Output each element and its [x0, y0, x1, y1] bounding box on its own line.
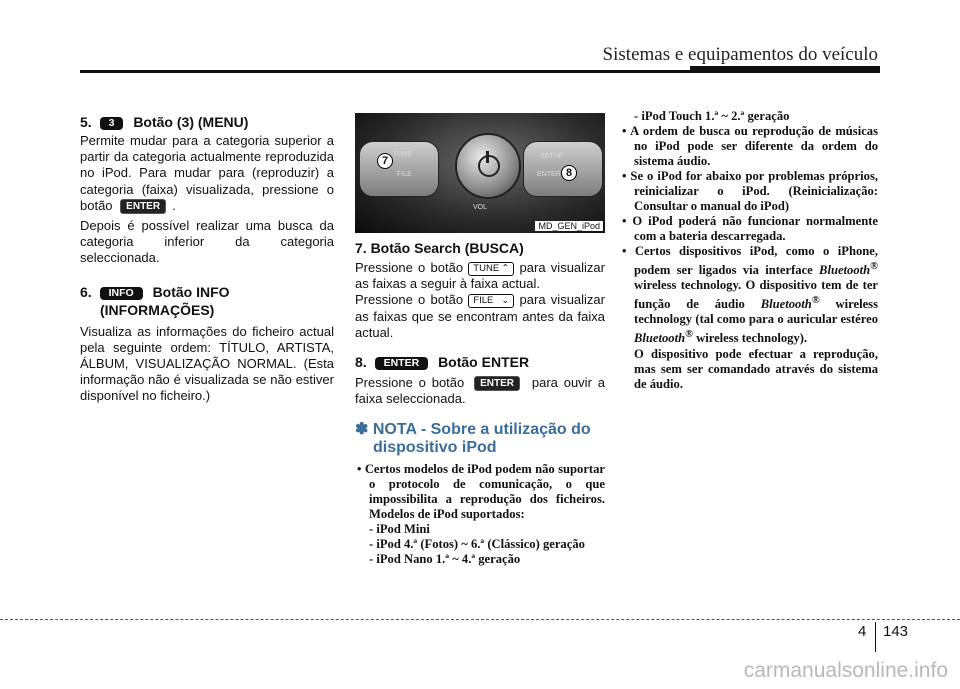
page-header-title: Sistemas e equipamentos do veículo — [602, 44, 878, 65]
section-5-period: . — [172, 197, 176, 213]
audio-panel-photo — [355, 113, 605, 233]
page-number: 143 — [883, 623, 909, 640]
section-7-heading: 7. Botão Search (BUSCA) — [355, 240, 524, 256]
section-7-text-c: Pressione o botão — [355, 292, 464, 308]
section-7-paragraph-2 — [355, 292, 605, 341]
watermark: carmanualsonline.info — [743, 659, 948, 682]
vol-label: VOL — [473, 204, 488, 211]
section-6-title: Botão INFO — [152, 283, 230, 300]
section-7-text-b: para visualizar as faixas a seguir à faixa actual. — [355, 260, 605, 292]
power-icon-line — [486, 151, 489, 163]
enter-button-badge: ENTER — [120, 199, 166, 214]
section-8-title: Botão ENTER — [438, 354, 530, 371]
section-6-heading — [80, 283, 334, 319]
section-7-paragraph-1 — [355, 260, 605, 292]
note-star-icon: ✽ — [355, 421, 369, 439]
bullet-5-text-d: wireless technology). — [696, 331, 808, 346]
note-bullet-5 — [620, 244, 878, 347]
bullet-5-text-a: • Certos dispositivos iPod, como o iPhone, podem ser ligados via interface — [622, 244, 878, 278]
note-bullet-1: • Certos modelos de iPod podem não suportar o protocolo de comunicação, o que impossibilita a reprodução dos ficheiros. Modelos de iPod suportados: — [357, 462, 605, 522]
section-7-text-a: Pressione o botão — [355, 260, 464, 275]
section-8-text-b: para ouvir a faixa seleccionada. — [355, 375, 605, 407]
note-bullet-4: • O iPod poderá não funcionar normalmente com a bateria descarregada. — [622, 214, 878, 243]
enter-label: ENTER — [537, 171, 561, 178]
note-model-1: - iPod Mini — [369, 522, 430, 537]
note-list — [355, 462, 605, 567]
chevron-down-icon: ⌄ — [501, 295, 510, 307]
enter-button-badge-heading: ENTER — [375, 357, 429, 370]
section-8-number: 8. — [355, 354, 367, 371]
registered-mark-3: ® — [685, 329, 693, 341]
file-button-icon — [468, 294, 514, 308]
enter-button-badge-inline: ENTER — [474, 376, 520, 391]
column-3 — [620, 109, 878, 392]
tune-button-icon — [468, 262, 514, 276]
registered-mark-2: ® — [811, 295, 820, 307]
power-icon — [478, 155, 500, 177]
note-heading — [355, 421, 605, 457]
section-5-heading — [80, 113, 334, 131]
bullet-5-text-c: wireless technology (tal como para o auricular estéreo — [634, 297, 878, 327]
section-6-paragraph: Visualiza as informações do ficheiro actual pela seguinte ordem: TÍTULO, ARTISTA, ÁLBUM, VISUALIZAÇÃO NORMAL. (Esta informação não é visualizada se não estiver disponível no ficheiro.) — [80, 323, 334, 404]
chapter-number: 4 — [858, 623, 867, 640]
setup-label: SETUP — [540, 153, 564, 160]
section-8-text-a: Pressione o botão — [355, 375, 465, 391]
note-title-line-1: NOTA - Sobre a utilização do — [372, 421, 591, 439]
note-model-2: - iPod 4.ª (Fotos) ~ 6.ª (Clássico) geração — [369, 537, 585, 552]
callout-8: 8 — [561, 165, 577, 181]
section-5-text: Permite mudar para a categoria superior a partir da categoria actualmente reproduzida no iPod. Para mudar para (reproduzir) a categoria (faixa) visualizada, pressione o botão — [80, 133, 334, 213]
registered-mark-1: ® — [870, 261, 878, 272]
section-5-paragraph-1 — [80, 133, 334, 214]
header-rule — [80, 70, 880, 73]
footer-rule — [0, 619, 960, 620]
note-title-line-2: dispositivo iPod — [373, 439, 497, 457]
file-button-label: FILE — [473, 295, 494, 307]
column-2 — [355, 113, 605, 567]
section-7-text-d: para visualizar as faixas que se encontram antes da faixa actual. — [355, 292, 605, 340]
power-volume-knob — [455, 133, 521, 199]
tune-button-label: TUNE — [473, 263, 500, 274]
left-control-pod — [359, 141, 439, 197]
section-8-heading — [355, 353, 605, 371]
bluetooth-text-1: Bluetooth — [819, 263, 871, 278]
figure-caption: MD_GEN_iPod — [535, 221, 603, 231]
note-model-3: - iPod Nano 1.ª ~ 4.ª geração — [369, 552, 521, 567]
section-6-number: 6. — [80, 283, 92, 300]
section-6-title-line-2: (INFORMAÇÕES) — [100, 301, 215, 318]
column-1 — [80, 113, 334, 405]
bullet-5-text-b: wireless technology. O dispositivo tem de ter função de áudio — [634, 278, 878, 312]
callout-7: 7 — [377, 153, 393, 169]
tune-label: TUNE — [393, 151, 413, 158]
chevron-up-icon: ⌃ — [501, 263, 510, 274]
section-5-paragraph-2: Depois é possível realizar uma busca da categoria inferior da categoria seleccionada. — [80, 218, 334, 266]
bullet-5-continuation: O dispositivo pode efectuar a reprodução, mas sem ser comandado através do sistema de áudio. — [634, 346, 878, 391]
bluetooth-text-2: Bluetooth — [760, 297, 812, 312]
note-model-4: - iPod Touch 1.ª ~ 2.ª geração — [634, 109, 790, 123]
file-label: FILE — [397, 171, 412, 178]
note-bullet-3: • Se o iPod for abaixo por problemas próprios, reinicializar o iPod. (Reinicialização: Consultar o manual do iPod) — [622, 169, 878, 213]
footer-divider — [875, 622, 876, 652]
bluetooth-text-3: Bluetooth — [634, 331, 686, 346]
section-5-number: 5. — [80, 114, 92, 130]
info-button-badge: INFO — [100, 287, 143, 300]
note-bullet-2: • A ordem de busca ou reprodução de músicas no iPod pode ser diferente da ordem do sistema áudio. — [622, 124, 878, 168]
section-5-title: Botão (3) (MENU) — [133, 114, 249, 130]
button-3-badge: 3 — [100, 117, 124, 130]
section-8-paragraph — [355, 375, 605, 407]
